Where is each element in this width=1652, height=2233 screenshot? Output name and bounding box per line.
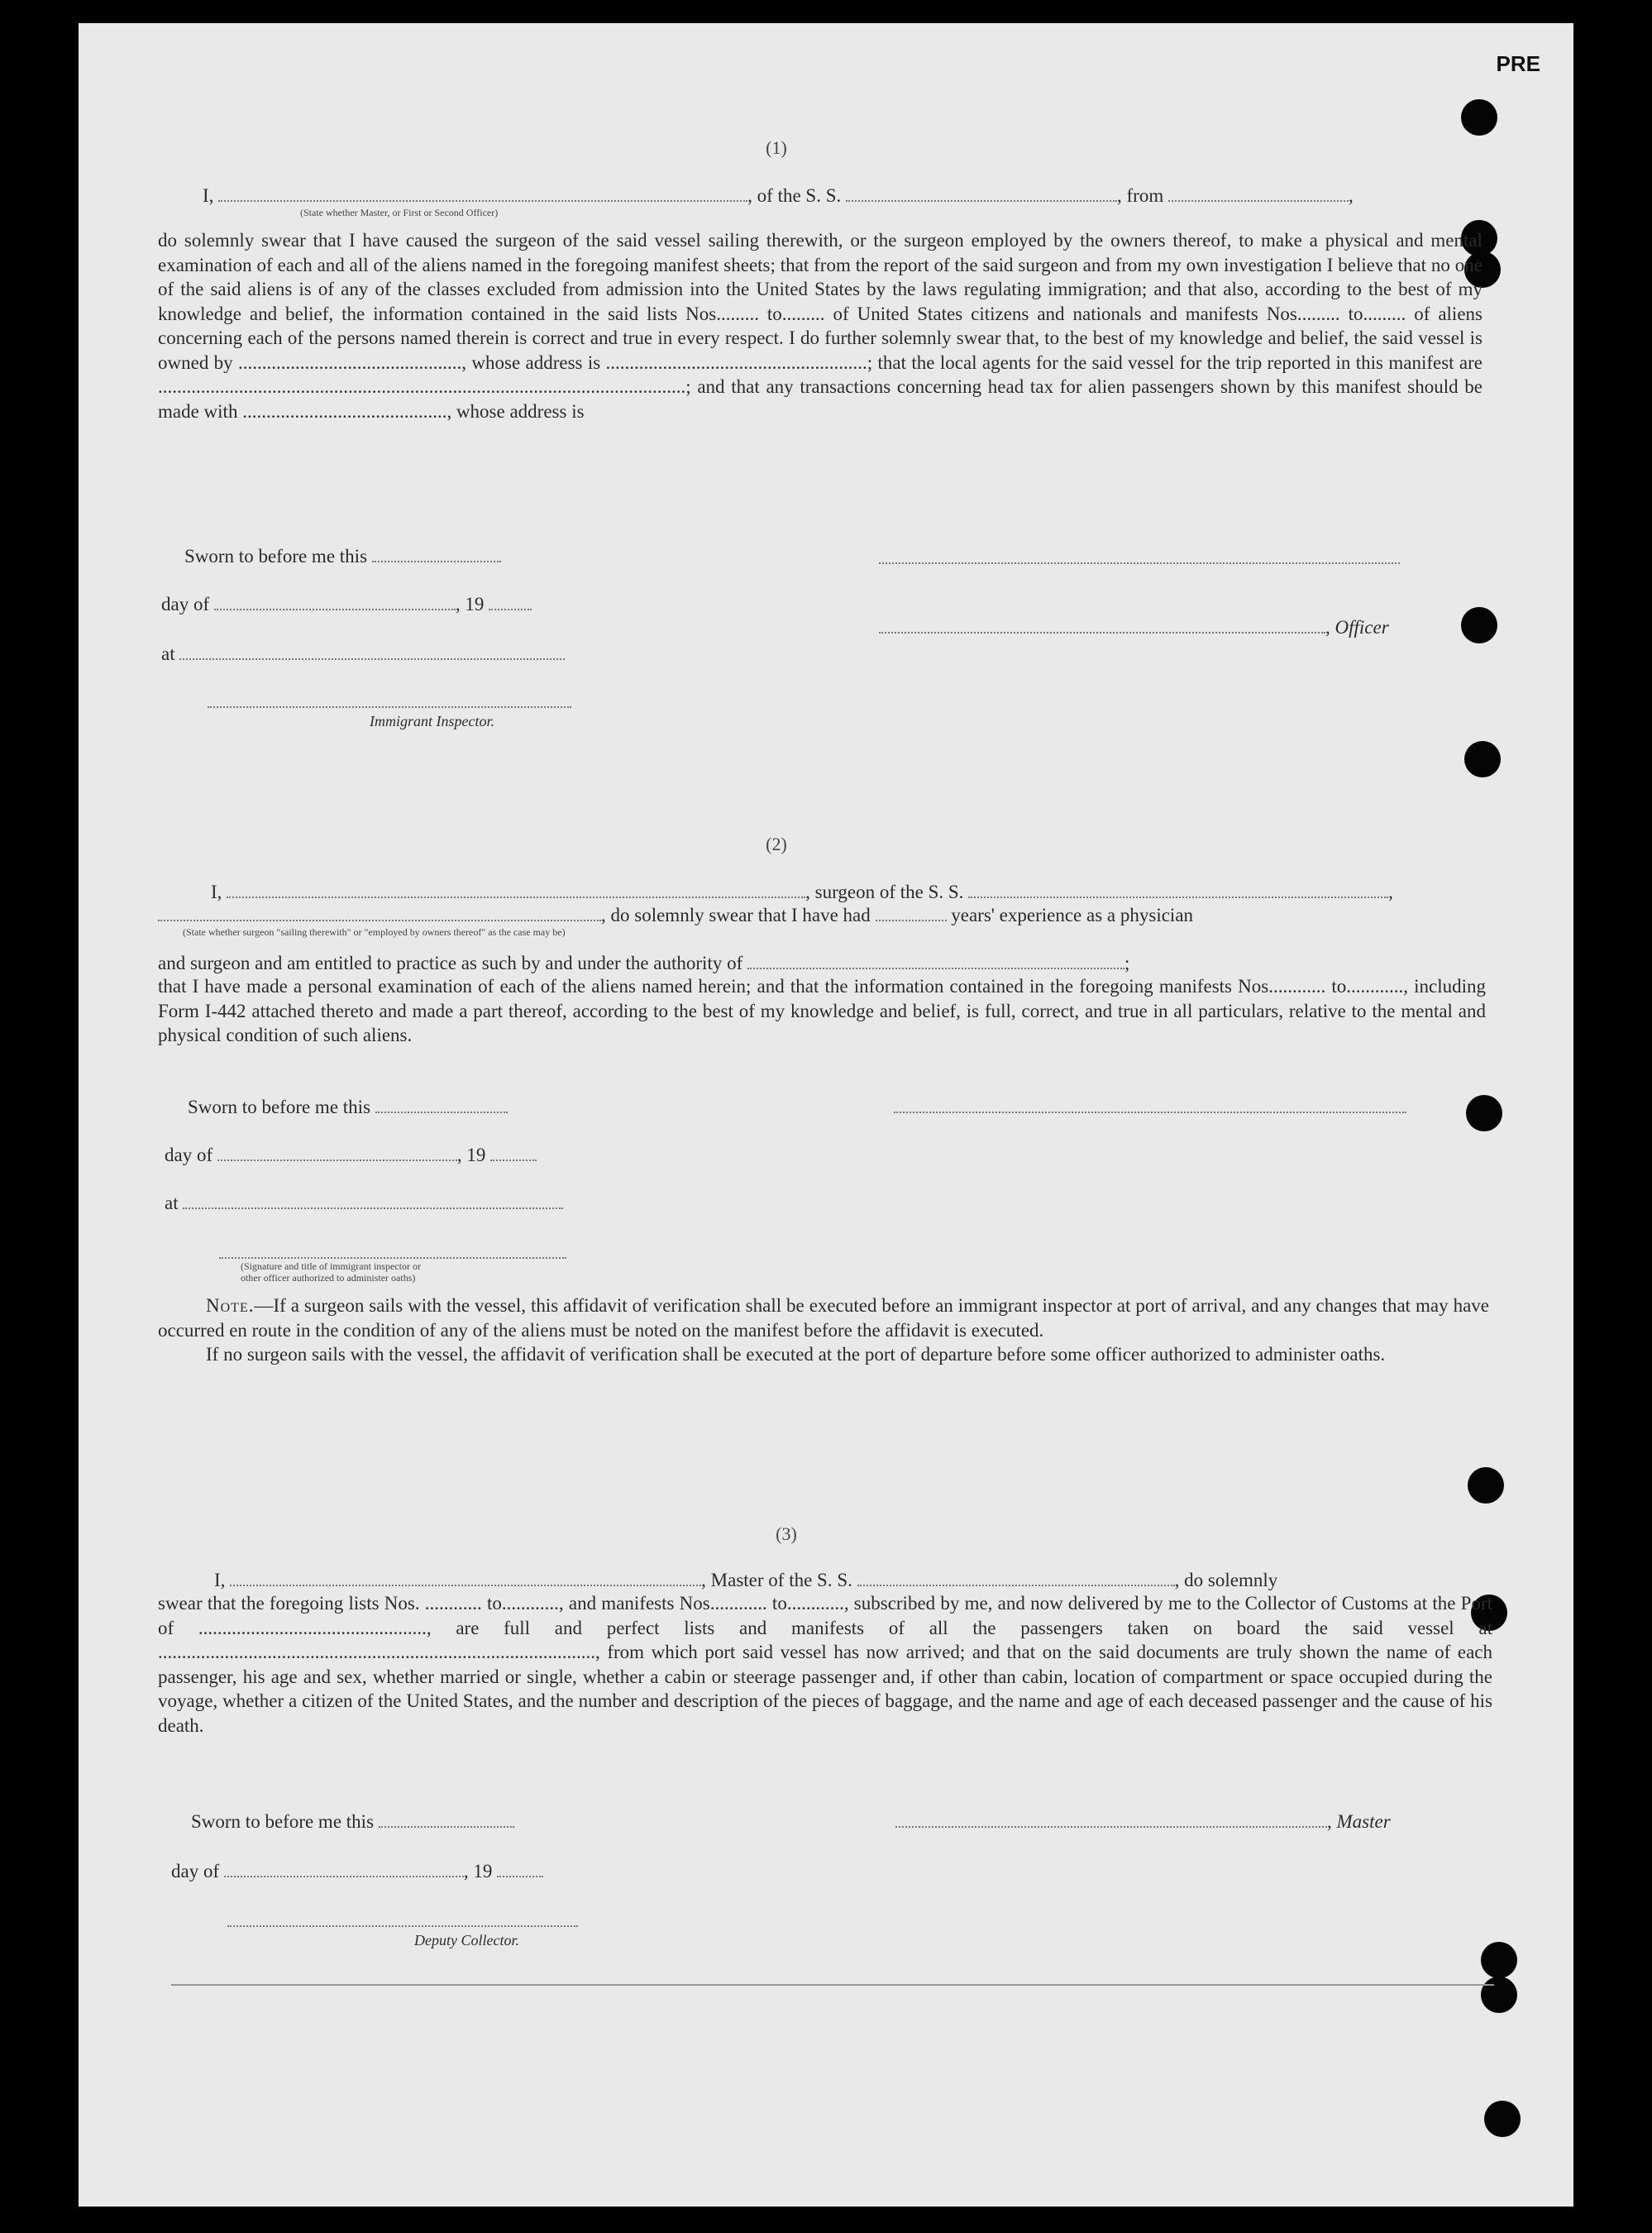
year-blank[interactable]: [497, 1861, 543, 1877]
day-blank[interactable]: [214, 594, 456, 610]
collector-caption: Deputy Collector.: [414, 1932, 519, 1948]
section-3-number: (3): [776, 1523, 797, 1544]
at-place-blank[interactable]: [179, 643, 565, 660]
officer-line-blank[interactable]: [879, 617, 1325, 634]
master-signature-blank[interactable]: [895, 1811, 1327, 1828]
manifest-page: [79, 23, 1573, 2207]
punch-hole-icon: [1468, 1467, 1504, 1504]
inspector-signature-line[interactable]: [208, 705, 571, 708]
year-blank[interactable]: [489, 594, 532, 610]
section-2-sworn: Sworn to before me this: [188, 1095, 508, 1119]
surgeon-signature-line[interactable]: [894, 1110, 1406, 1113]
section-1-sworn: Sworn to before me this: [184, 544, 501, 568]
officer-name-blank[interactable]: [218, 185, 747, 202]
master-vessel-blank[interactable]: [857, 1570, 1175, 1586]
sig-caption-2: other officer authorized to administer oaths): [241, 1272, 416, 1284]
section-2-number: (2): [766, 834, 787, 854]
section-2-at: at: [165, 1191, 563, 1215]
corner-stamp: PRE: [1496, 51, 1540, 76]
section-3-master-signature: , Master: [895, 1810, 1391, 1834]
section-3-sworn: Sworn to before me this: [191, 1810, 514, 1834]
section-1-at: at: [161, 642, 565, 666]
sworn-date-blank[interactable]: [375, 1097, 508, 1113]
section-1-line-1: I, , of the S. S. , from ,: [203, 185, 1354, 206]
surgeon-vessel-blank[interactable]: [968, 882, 1388, 898]
surgeon-status-blank[interactable]: [158, 905, 601, 921]
surgeon-caption: (State whether surgeon "sailing therewith" or "employed by owners thereof" as the case may be): [183, 926, 566, 938]
inspector-caption: Immigrant Inspector.: [370, 713, 494, 729]
punch-hole-icon: [1461, 99, 1497, 136]
section-2-day: day of , 19: [165, 1143, 537, 1167]
day-blank[interactable]: [224, 1861, 464, 1877]
punch-hole-icon: [1484, 2101, 1521, 2137]
year-blank[interactable]: [490, 1145, 537, 1161]
section-1-officer: , Officer: [879, 615, 1389, 639]
section-2-line-2: , do solemnly swear that I have had years' experience as a physician: [158, 903, 1193, 927]
sworn-date-blank[interactable]: [372, 546, 501, 562]
officer-signature-line[interactable]: [879, 561, 1400, 564]
section-3-line-1: I, , Master of the S. S. , do solemnly: [214, 1570, 1278, 1590]
authorized-officer-signature-line[interactable]: [219, 1255, 566, 1259]
section-2-line-1: I, , surgeon of the S. S. ,: [211, 882, 1393, 902]
section-2-note: Note.—If a surgeon sails with the vessel, this affidavit of verification shall be executed before an immigrant inspector at port of arrival, and any changes that may have occurred en route in the condition of any of the aliens must be noted on the manifest before the affidavit is executed. If no surgeon sails with the vessel, the affidavit of verification shall be executed at the port of departure before some officer authorized to administer oaths.: [158, 1295, 1489, 1365]
surgeon-name-blank[interactable]: [227, 882, 805, 898]
sworn-date-blank[interactable]: [379, 1811, 514, 1828]
punch-hole-icon: [1461, 607, 1497, 643]
section-3-day: day of , 19: [171, 1859, 543, 1883]
punch-hole-icon: [1481, 1977, 1517, 2013]
master-name-blank[interactable]: [230, 1570, 701, 1586]
sig-caption-1: (Signature and title of immigrant inspector or: [241, 1260, 421, 1272]
section-1-day: day of , 19: [161, 592, 532, 616]
from-port-blank[interactable]: [1168, 185, 1349, 202]
section-1-number: (1): [766, 137, 787, 158]
punch-hole-icon: [1466, 1095, 1502, 1131]
punch-hole-icon: [1481, 1942, 1517, 1978]
day-blank[interactable]: [217, 1145, 457, 1161]
officer-caption: (State whether Master, or First or Second Officer): [300, 207, 499, 218]
punch-hole-icon: [1464, 741, 1501, 777]
years-blank[interactable]: [876, 905, 947, 921]
section-1-body: do solemnly swear that I have caused the surgeon of the said vessel sailing therewith, or the surgeon employed by the owners thereof, to make a physical and mental examination of each and all of the aliens named in the foregoing manifest sheets; that from the report of the said surgeon and from my own investigation I believe that no one of the said aliens is of any of the classes excluded from admission into the United States by the laws regulating immigration; and that also, according to the best of my knowledge and belief, the information contained in the said lists Nos......... to......... of United States citizens and nationals and manifests Nos......... to......... of aliens concerning each of the persons named therein is correct and true in every respect. I do further solemnly swear that, to the best of my knowledge and belief, the said vessel is owned by ..............................................., whose address is .......................................................; that the local agents for the said vessel for the trip reported in this manifest are ...............................................................................................................; and that any transactions concerning head tax for alien passengers shown by this manifest should be made with ..........................................., whose address is: [158, 230, 1483, 422]
collector-signature-line[interactable]: [227, 1924, 578, 1927]
section-3-body: swear that the foregoing lists Nos. ............ to............, and manifests Nos............ to............, subscribed by me, and now delivered by me to the Collector of Customs at the Port of ................................................, are full and perfect lists and manifests of all the passengers taken on board the said vessel at ............................................................................................, from which port said vessel has now arrived; and that on the said documents are truly shown the name of each passenger, his age and sex, whether married or single, whether a cabin or steerage passenger and, if other than cabin, location of compartment or space occupied during the voyage, whether a citizen of the United States, and the number and description of the pieces of baggage, and the name and age of each deceased passenger and the cause of his death.: [158, 1593, 1492, 1736]
at-place-blank[interactable]: [183, 1193, 563, 1209]
authority-blank[interactable]: [747, 953, 1124, 969]
section-2-line-3: and surgeon and am entitled to practice as such by and under the authority of ;: [158, 953, 1130, 973]
section-2-body: that I have made a personal examination of each of the aliens named herein; and that the information contained in the foregoing manifests Nos............ to............, including Form I-442 attached thereto and made a part thereof, according to the best of my knowledge and belief, is full, correct, and true in all particulars, relative to the mental and physical condition of such aliens.: [158, 976, 1486, 1045]
vessel-name-blank[interactable]: [846, 185, 1117, 202]
bottom-rule: [171, 1983, 1494, 1986]
